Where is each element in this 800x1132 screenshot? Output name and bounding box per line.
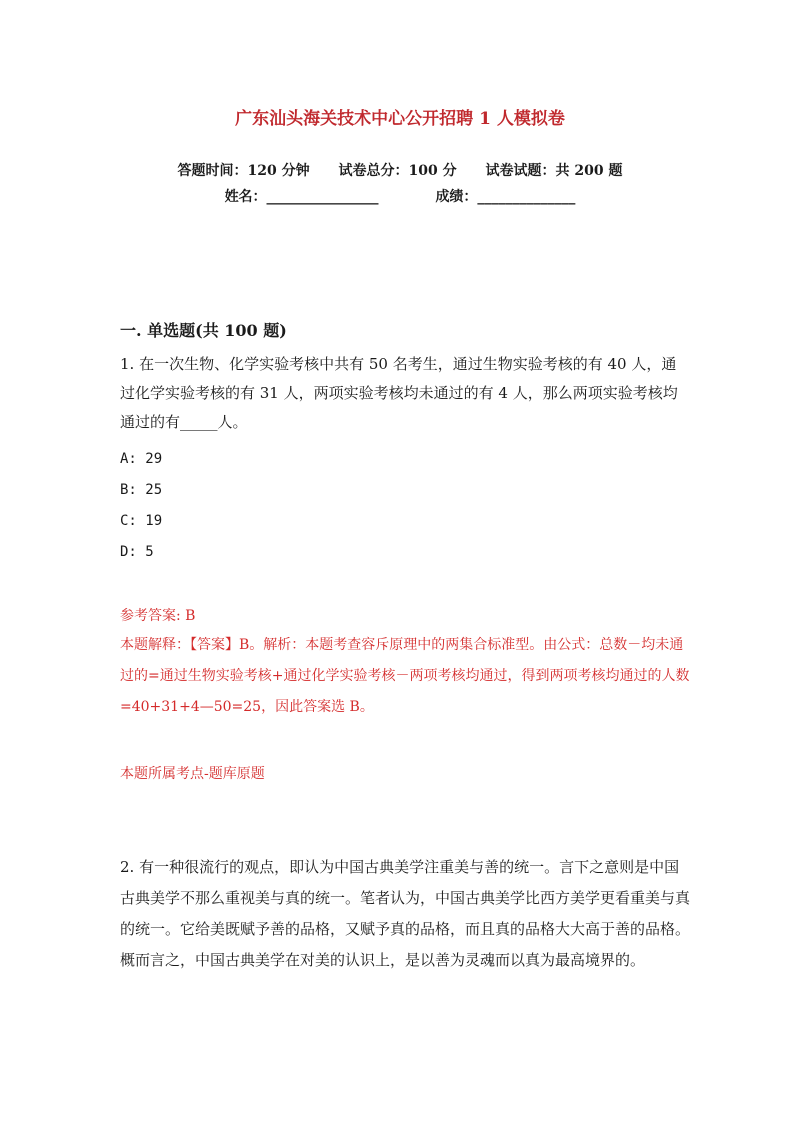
score-field: 成绩：______________ (435, 189, 576, 205)
name-field: 姓名：________________ (224, 189, 379, 205)
question-1-explanation: 本题解释：【答案】B。解析：本题考查容斥原理中的两集合标准型。由公式：总数－均未通过的=通过生物实验考核+通过化学实验考核－两项考核均通过，得到两项考核均通过的人数=40+31+4—50=25，因此答案选 B。 (120, 637, 690, 715)
exam-fill-line (0, 186, 800, 206)
question-1-option-b: B: 25 (120, 482, 163, 498)
question-1-option-c: C: 19 (120, 513, 163, 529)
exam-total-score: 试卷总分：100 分 (338, 163, 457, 179)
exam-time: 答题时间：120 分钟 (177, 163, 310, 179)
question-1-option-a: A: 29 (120, 451, 163, 467)
question-1-text: 1. 在一次生物、化学实验考核中共有 50 名考生，通过生物实验考核的有 40 人，通过化学实验考核的有 31 人，两项实验考核均未通过的有 4 人，那么两项实验考核均通过的有_____人。 (120, 355, 678, 431)
question-2-text: 2. 有一种很流行的观点，即认为中国古典美学注重美与善的统一。言下之意则是中国古典美学不那么重视美与真的统一。笔者认为，中国古典美学比西方美学更看重美与真的统一。它给美既赋予善的品格，又赋予真的品格，而且真的品格大大高于善的品格。概而言之，中国古典美学在对美的认识上，是以善为灵魂而以真为最高境界的。 (120, 858, 691, 969)
question-1-source: 本题所属考点-题库原题 (120, 766, 265, 782)
document-title: 广东汕头海关技术中心公开招聘 1 人模拟卷 (235, 109, 565, 129)
question-1-option-d: D: 5 (120, 544, 154, 560)
section-heading: 一. 单选题(共 100 题) (120, 321, 287, 340)
question-1-answer: 参考答案: B (120, 608, 196, 624)
exam-meta-line (0, 160, 800, 180)
exam-question-count: 试卷试题：共 200 题 (485, 163, 623, 179)
